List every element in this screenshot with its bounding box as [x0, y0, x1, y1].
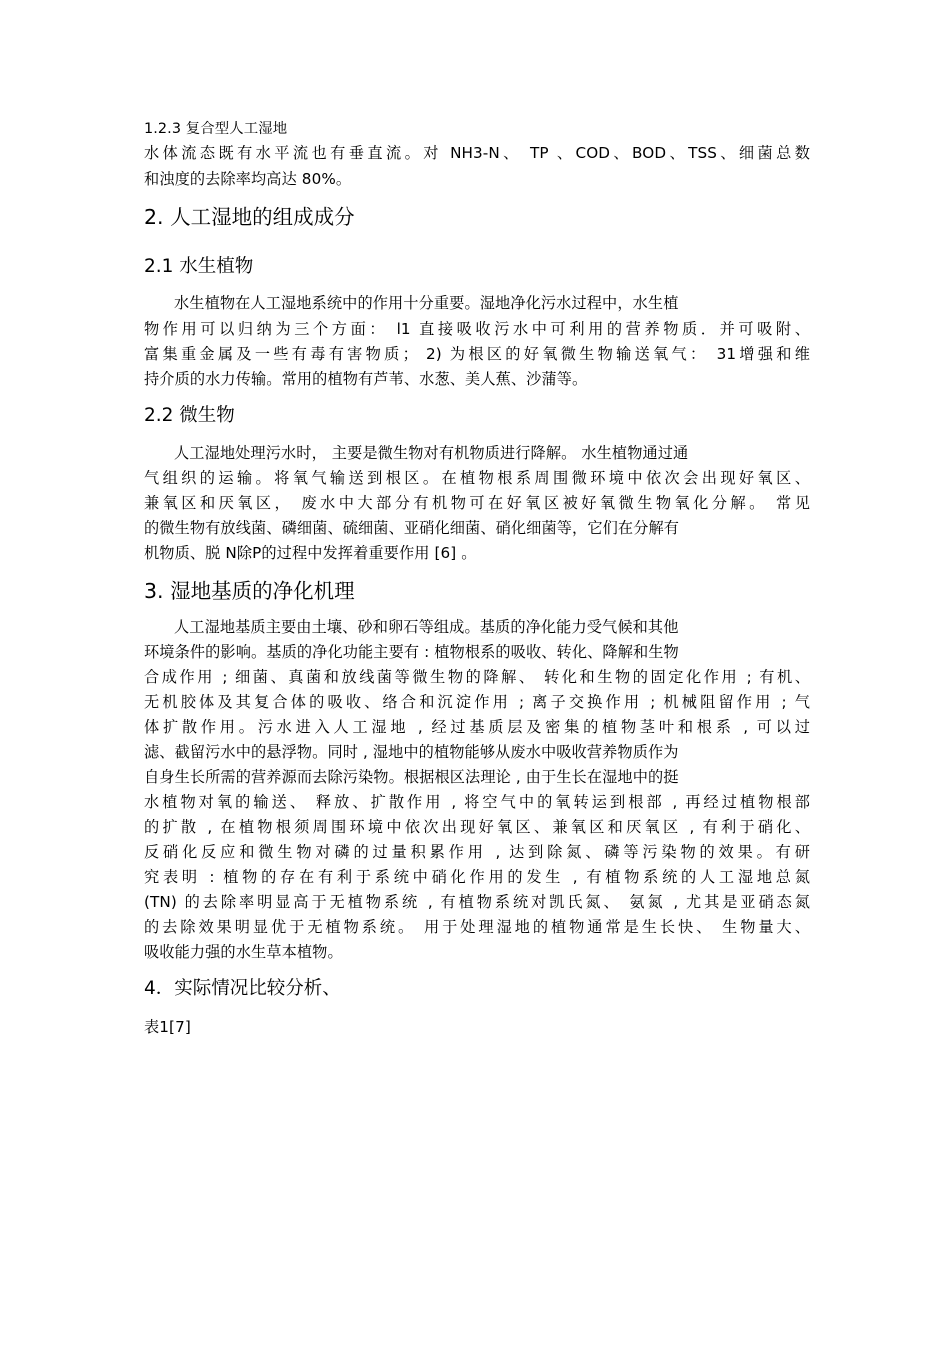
section-3-line-10: 反硝化反应和微生物对磷的过量积累作用 , 达到除氮、磷等污染物的效果。有研 [144, 843, 810, 861]
section-4-heading: 4．实际情况比较分析、 [144, 978, 341, 999]
section-2-1-line-4: 持介质的水力传输。常用的植物有芦苇、水葱、美人蕉、沙蒲等。 [144, 370, 588, 388]
section-3-line-13: 的去除效果明显优于无植物系统。 用于处理湿地的植物通常是生长快、 生物量大、 [144, 918, 810, 936]
section-1-2-3-line-2: 和浊度的去除率均高达 80%。 [144, 170, 352, 188]
section-3-line-6: 滤、截留污水中的悬浮物。同时 , 湿地中的植物能够从废水中吸收营养物质作为 [144, 743, 679, 761]
section-3-line-3: 合成作用 ; 细菌、真菌和放线菌等微生物的降解、 转化和生物的固定化作用 ; 有机、 [144, 668, 810, 686]
section-3-line-4: 无机胶体及其复合体的吸收、络合和沉淀作用 ; 离子交换作用 ; 机械阻留作用 ; 气 [144, 693, 810, 711]
section-3-line-8: 水植物对氧的输送、 释放、扩散作用 , 将空气中的氧转运到根部 , 再经过植物根部 [144, 793, 810, 811]
section-3-line-12: (TN) 的去除率明显高于无植物系统 , 有植物系统对凯氏氮、 氨氮 , 尤其是亚硝态氮 [144, 893, 810, 911]
section-3-heading: 3. 湿地基质的净化机理 [144, 579, 355, 603]
section-2-2-line-5: 机物质、脱 N除P的过程中发挥着重要作用 [6] 。 [144, 544, 477, 562]
section-2-1-heading: 2.1 水生植物 [144, 256, 254, 277]
section-2-heading: 2. 人工湿地的组成成分 [144, 205, 355, 229]
section-2-2-line-3: 兼氧区和厌氧区， 废水中大部分有机物可在好氧区被好氧微生物氧化分解。 常见 [144, 494, 810, 512]
section-3-line-5: 体扩散作用。污水进入人工湿地 , 经过基质层及密集的植物茎叶和根系 , 可以过 [144, 718, 810, 736]
section-2-1-line-1: 水生植物在人工湿地系统中的作用十分重要。湿地净化污水过程中，水生植 [174, 294, 679, 312]
section-2-2-heading: 2.2 微生物 [144, 405, 235, 426]
section-3-line-2: 环境条件的影响。基质的净化功能主要有 : 植物根系的吸收、转化、降解和生物 [144, 643, 679, 661]
section-3-line-7: 自身生长所需的营养源而去除污染物。根据根区法理论 , 由于生长在湿地中的挺 [144, 768, 679, 786]
section-2-1-line-3: 富集重金属及一些有毒有害物质； 2) 为根区的好氧微生物输送氧气： 31增强和维 [144, 345, 810, 363]
section-3-line-14: 吸收能力强的水生草本植物。 [144, 943, 343, 961]
section-3-line-11: 究表明 : 植物的存在有利于系统中硝化作用的发生 , 有植物系统的人工湿地总氮 [144, 868, 810, 886]
table-caption: 表1[7] [144, 1018, 191, 1036]
section-2-2-line-4: 的微生物有放线菌、磷细菌、硫细菌、亚硝化细菌、硝化细菌等，它们在分解有 [144, 519, 680, 537]
section-3-line-1: 人工湿地基质主要由土壤、砂和卵石等组成。基质的净化能力受气候和其他 [174, 618, 679, 636]
section-2-2-line-1: 人工湿地处理污水时， 主要是微生物对有机物质进行降解。 水生植物通过通 [174, 444, 689, 462]
section-3-line-9: 的扩散 , 在植物根须周围环境中依次出现好氧区、兼氧区和厌氧区 , 有利于硝化、 [144, 818, 810, 836]
section-1-2-3-line-1: 水体流态既有水平流也有垂直流。对 NH3-N、 TP 、COD、BOD、TSS、细菌总数 [144, 144, 810, 162]
section-1-2-3-heading: 1.2.3 复合型人工湿地 [144, 121, 288, 137]
section-2-1-line-2: 物作用可以归纳为三个方面： l1 直接吸收污水中可利用的营养物质．并可吸附、 [144, 320, 810, 338]
section-2-2-line-2: 气组织的运输。将氧气输送到根区。在植物根系周围微环境中依次会出现好氧区、 [144, 469, 810, 487]
